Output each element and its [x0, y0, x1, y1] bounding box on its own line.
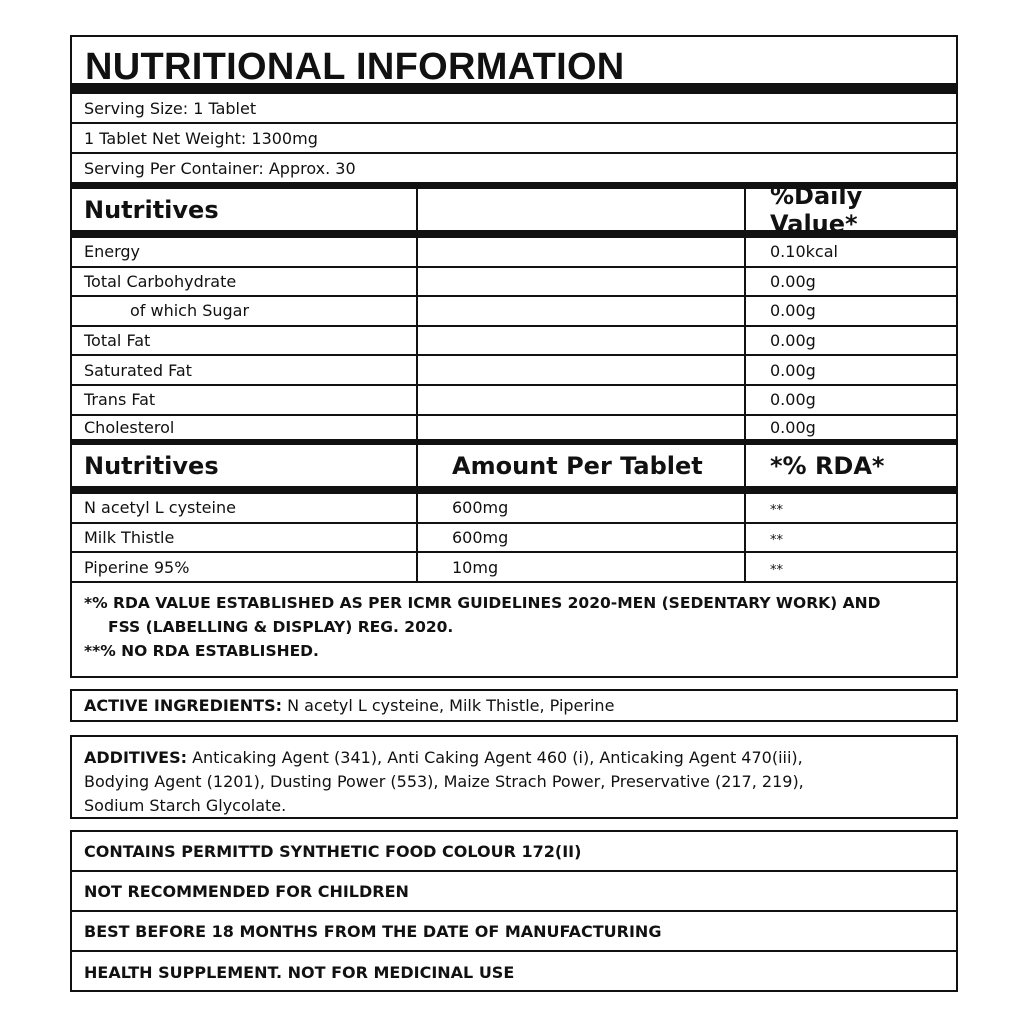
active-name: Milk Thistle: [72, 524, 418, 552]
nutrient-value: 0.00g: [770, 271, 816, 291]
table-row: [72, 327, 956, 357]
nutrient-name: of which Sugar: [72, 297, 418, 325]
additives-text: Bodying Agent (1201), Dusting Power (553), Maize Strach Power, Preservative (217, 219),: [84, 772, 804, 791]
column-header-rda: *% RDA*: [770, 451, 885, 480]
column-header-nutritives: Nutritives: [72, 445, 418, 486]
table-row: [72, 553, 956, 583]
active-ingredients-box: [70, 689, 958, 722]
active-rda: **: [770, 533, 783, 549]
nutrition-panel: [70, 35, 958, 678]
nutrient-amount: [418, 268, 746, 296]
additives-box: [70, 735, 958, 819]
serving-size-row: [72, 94, 956, 124]
active-amount: 600mg: [418, 494, 746, 522]
footnotes: [72, 583, 956, 663]
table-row: [72, 524, 956, 554]
active-rda: **: [770, 562, 783, 578]
active-ingredients-text: N acetyl L cysteine, Milk Thistle, Piperine: [282, 696, 615, 715]
column-header-daily-value: %Daily Value*: [770, 181, 863, 238]
nutrient-value: 0.00g: [770, 301, 816, 321]
nutrient-value: 0.00g: [770, 331, 816, 351]
table-row: [72, 356, 956, 386]
active-ingredients-label: ACTIVE INGREDIENTS:: [84, 696, 282, 715]
active-name: Piperine 95%: [72, 553, 418, 581]
active-amount: 600mg: [418, 524, 746, 552]
nutrient-amount: [418, 386, 746, 414]
footnote-line: *% RDA VALUE ESTABLISHED AS PER ICMR GUIDELINES 2020-MEN (SEDENTARY WORK) AND: [84, 593, 881, 612]
nutrient-value: 0.10kcal: [770, 242, 838, 262]
nutrient-name: Cholesterol: [72, 416, 418, 440]
notice-children: NOT RECOMMENDED FOR CHILDREN: [72, 872, 956, 912]
servings-per-container: Serving Per Container: Approx. 30: [84, 158, 356, 178]
additives-text: Anticaking Agent (341), Anti Caking Agent 460 (i), Anticaking Agent 470(iii),: [187, 748, 803, 767]
nutrient-value: 0.00g: [770, 417, 816, 437]
nutrient-value: 0.00g: [770, 360, 816, 380]
footnote-line: FSS (LABELLING & DISPLAY) REG. 2020.: [108, 617, 454, 636]
nutrient-amount: [418, 416, 746, 440]
net-weight: 1 Tablet Net Weight: 1300mg: [84, 128, 318, 148]
net-weight-row: [72, 124, 956, 154]
active-amount: 10mg: [418, 553, 746, 581]
nutrient-name: Total Fat: [72, 327, 418, 355]
serving-size: Serving Size: 1 Tablet: [84, 98, 257, 118]
nutrient-amount: [418, 238, 746, 266]
active-table-header: [72, 445, 956, 494]
column-header-amount-per-tablet: Amount Per Tablet: [418, 445, 746, 486]
nutrient-name: Energy: [72, 238, 418, 266]
nutrition-table-header: [72, 181, 956, 238]
page-title: NUTRITIONAL INFORMATION: [72, 37, 956, 94]
column-header-blank: [418, 189, 746, 230]
nutrient-name: Total Carbohydrate: [72, 268, 418, 296]
footnote-line: **% NO RDA ESTABLISHED.: [84, 641, 319, 660]
table-row: [72, 297, 956, 327]
nutrient-value: 0.00g: [770, 390, 816, 410]
table-row: [72, 416, 956, 446]
nutrient-amount: [418, 297, 746, 325]
additives-text: Sodium Starch Glycolate.: [84, 796, 287, 815]
nutrient-amount: [418, 327, 746, 355]
table-row: [72, 268, 956, 298]
active-rda: **: [770, 503, 783, 519]
notice-best-before: BEST BEFORE 18 MONTHS FROM THE DATE OF MANUFACTURING: [72, 912, 956, 952]
nutrient-amount: [418, 356, 746, 384]
notice-health-supplement: HEALTH SUPPLEMENT. NOT FOR MEDICINAL USE: [84, 962, 515, 982]
additives-label: ADDITIVES:: [84, 748, 187, 767]
table-row: [72, 238, 956, 268]
active-name: N acetyl L cysteine: [72, 494, 418, 522]
nutrient-name: Trans Fat: [72, 386, 418, 414]
nutrient-name: Saturated Fat: [72, 356, 418, 384]
table-row: [72, 494, 956, 524]
table-row: [72, 386, 956, 416]
notices-box: [70, 830, 958, 992]
column-header-nutritives: Nutritives: [72, 189, 418, 230]
notice-synthetic-colour: CONTAINS PERMITTD SYNTHETIC FOOD COLOUR 172(II): [72, 832, 956, 872]
